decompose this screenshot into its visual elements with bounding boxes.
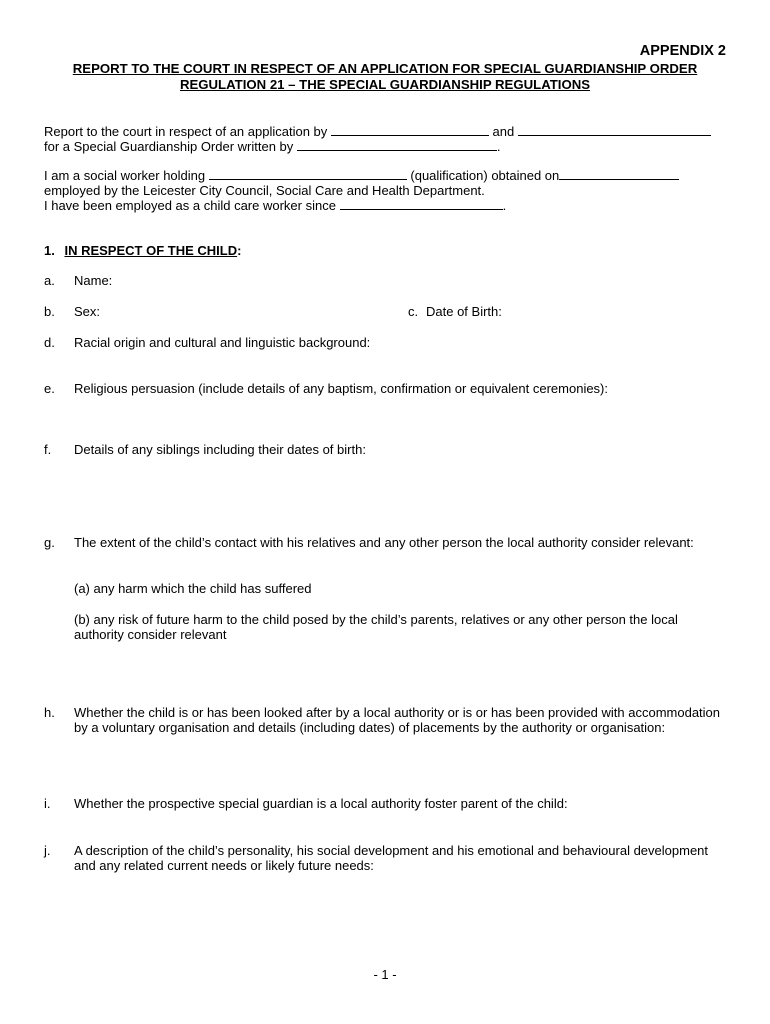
section-1-heading [44, 243, 241, 258]
intro-and-text: and [492, 124, 515, 139]
section-colon: : [237, 243, 242, 258]
item-c-label: c. [408, 304, 419, 319]
section-title: IN RESPECT OF THE CHILD [64, 243, 238, 258]
intro-written-by-text: for a Special Guardianship Order written by [44, 139, 294, 154]
item-a-text: Name: [74, 273, 113, 288]
item-j-label: j. [44, 843, 51, 858]
item-h-label: h. [44, 705, 55, 720]
intro-line-1 [44, 124, 711, 139]
intro-period-2: . [502, 198, 507, 213]
item-b-label: b. [44, 304, 55, 319]
report-title-line-2: REGULATION 21 – THE SPECIAL GUARDIANSHIP REGULATIONS [179, 77, 591, 92]
applicant-2-blank[interactable] [518, 124, 711, 136]
item-g-text: The extent of the child’s contact with his relatives and any other person the local authority consider relevant: [74, 535, 694, 550]
qualification-date-blank[interactable] [559, 168, 679, 180]
writer-blank[interactable] [297, 139, 497, 151]
employed-since-blank[interactable] [340, 198, 503, 210]
item-d-text: Racial origin and cultural and linguistic background: [74, 335, 371, 350]
applicant-1-blank[interactable] [331, 124, 489, 136]
intro-line-4: employed by the Leicester City Council, Social Care and Health Department. [44, 183, 485, 198]
item-e-label: e. [44, 381, 55, 396]
intro-employed-since-text: I have been employed as a child care worker since [44, 198, 336, 213]
item-i-label: i. [44, 796, 51, 811]
section-number: 1. [44, 243, 55, 258]
intro-line-5 [44, 198, 506, 213]
intro-line-3 [44, 168, 679, 183]
item-h-text: Whether the child is or has been looked after by a local authority or is or has been provided with accommodation by a voluntary organisation and details (including dates) of placements by the authority or organisation: [74, 705, 721, 735]
intro-qualification-text: (qualification) obtained on [410, 168, 560, 183]
page-number: - 1 - [373, 967, 397, 982]
intro-social-worker-text: I am a social worker holding [44, 168, 206, 183]
item-a-label: a. [44, 273, 55, 288]
item-b-text: Sex: [74, 304, 101, 319]
item-d-label: d. [44, 335, 55, 350]
item-f-text: Details of any siblings including their dates of birth: [74, 442, 366, 457]
intro-period: . [496, 139, 501, 154]
item-g-sub-a: (a) any harm which the child has suffered [74, 581, 312, 596]
qualification-blank[interactable] [209, 168, 407, 180]
intro-line-2 [44, 139, 501, 154]
report-title-line-1: REPORT TO THE COURT IN RESPECT OF AN APPLICATION FOR SPECIAL GUARDIANSHIP ORDER [72, 61, 698, 76]
item-c-text: Date of Birth: [426, 304, 502, 319]
item-g-label: g. [44, 535, 55, 550]
item-j-text: A description of the child’s personality, his social development and his emotional and behavioural development and any related current needs or likely future needs: [74, 843, 709, 873]
intro-applicant-text: Report to the court in respect of an application by [44, 124, 328, 139]
item-e-text: Religious persuasion (include details of any baptism, confirmation or equivalent ceremonies): [74, 381, 608, 396]
appendix-label: APPENDIX 2 [639, 43, 726, 59]
item-i-text: Whether the prospective special guardian is a local authority foster parent of the child: [74, 796, 568, 811]
item-g-sub-b: (b) any risk of future harm to the child posed by the child’s parents, relatives or any other person the local authority consider relevant [74, 612, 678, 642]
item-f-label: f. [44, 442, 52, 457]
